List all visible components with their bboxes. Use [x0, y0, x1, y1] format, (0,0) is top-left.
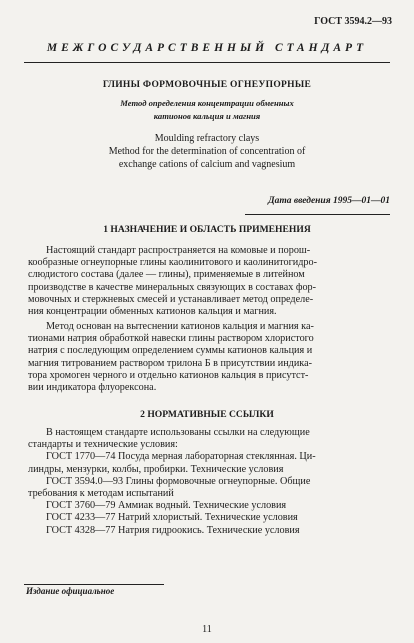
- subtitle-en-line: exchange cations of calcium and vagnesium: [118, 159, 296, 170]
- effective-date: Дата введения 1995—01—01: [268, 196, 390, 206]
- text-line: стандарты и технические условия:: [28, 439, 178, 451]
- text-line: требования к методам испытаний: [28, 488, 174, 500]
- reference-line: ГОСТ 4328—77 Натрия гидроокись. Технические условия: [46, 524, 300, 536]
- section-1-paragraph-1: [28, 245, 392, 318]
- interstate-standard-title: МЕЖГОСУДАРСТВЕННЫЙ СТАНДАРТ: [46, 42, 368, 54]
- text-line: Метод основан на вытеснении катионов кальция и магния ка-: [46, 321, 314, 332]
- subtitle-ru-line: Метод определения концентрации обменных: [120, 98, 294, 108]
- text-line: магния титрованием раствором трилона Б в присутствии индика-: [28, 357, 313, 369]
- subtitle-ru-line: катионов кальция и магния: [153, 111, 261, 121]
- text-line: ния концентрации обменных катионов кальция и магния.: [28, 306, 277, 318]
- section-2-references: [28, 427, 392, 537]
- subtitle-en-line: Method for the determination of concentration of: [108, 146, 306, 157]
- section-1-heading: 1 НАЗНАЧЕНИЕ И ОБЛАСТЬ ПРИМЕНЕНИЯ: [103, 224, 311, 235]
- official-edition-label: Издание официальное: [26, 586, 115, 596]
- text-line: Настоящий стандарт распространяется на комовые и порош-: [46, 245, 311, 256]
- text-line: кообразные огнеупорные глины каолинитового и каолинитогидро-: [28, 257, 317, 269]
- text-line: тионами натрия обработкой навески глины раствором хлористого: [28, 333, 314, 345]
- page-number: 11: [202, 624, 212, 635]
- reference-line: ГОСТ 1770—74 Посуда мерная лабораторная стеклянная. Ци-: [46, 451, 316, 463]
- text-line: вии индикатора флуорексона.: [28, 382, 157, 394]
- section-2-heading: 2 НОРМАТИВНЫЕ ССЫЛКИ: [140, 409, 274, 420]
- footer-rule: [24, 584, 164, 585]
- reference-line: ГОСТ 3760—79 Аммиак водный. Технические условия: [46, 500, 287, 512]
- text-line: производстве в качестве минеральных связующих в составах фор-: [28, 281, 317, 293]
- reference-line: ГОСТ 3594.0—93 Глины формовочные огнеупорные. Общие: [46, 475, 311, 487]
- subtitle-english: [60, 132, 354, 171]
- section-1-paragraph-2: [28, 321, 392, 394]
- standard-code: ГОСТ 3594.2—93: [314, 16, 392, 27]
- subtitle-russian: [60, 97, 354, 123]
- text-line: мовочных и стержневых смесей и устанавливает метод определе-: [28, 293, 314, 305]
- text-line: слюдистого состава (далее — глины), применяемые в литейном: [28, 269, 305, 281]
- text-line: В настоящем стандарте использованы ссылки на следующие: [46, 427, 310, 438]
- subtitle-en-line: Moulding refractory clays: [154, 133, 260, 144]
- reference-line: ГОСТ 4233—77 Натрий хлористый. Технические условия: [46, 512, 298, 524]
- date-rule: [245, 214, 390, 215]
- text-line: натрия с последующим определением суммы катионов кальция и: [28, 345, 313, 357]
- text-line: тора хромоген черного и отдельно катионов кальция в присутст-: [28, 369, 309, 381]
- header-rule: [24, 62, 390, 63]
- text-line: линдры, мензурки, колбы, пробирки. Технические условия: [28, 463, 284, 475]
- document-title: ГЛИНЫ ФОРМОВОЧНЫЕ ОГНЕУПОРНЫЕ: [102, 80, 312, 90]
